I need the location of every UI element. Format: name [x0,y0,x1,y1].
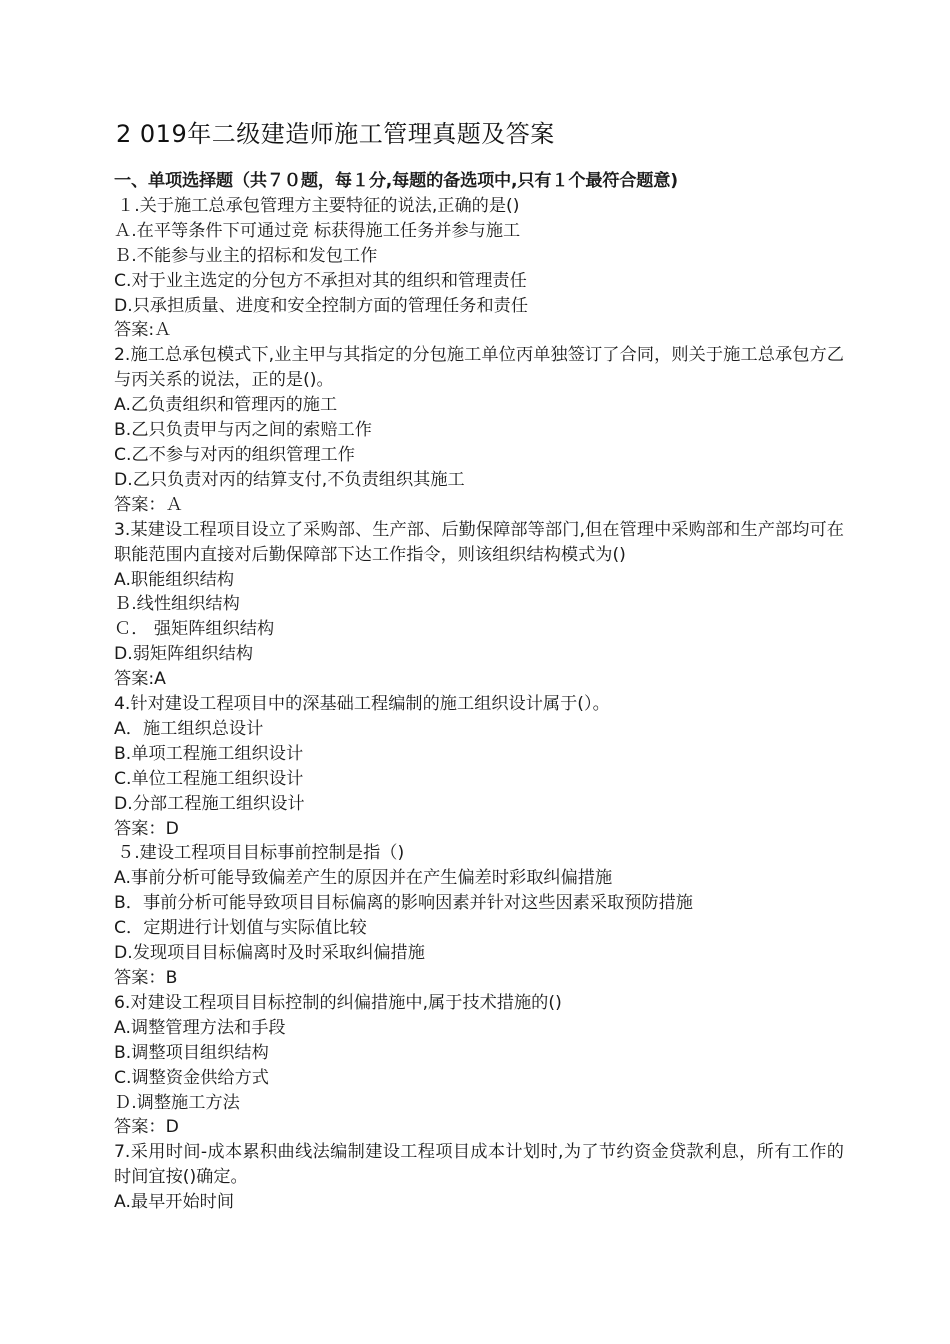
option-c: C.乙不参与对丙的组织管理工作 [114,444,355,465]
option-a: A.事前分析可能导致偏差产生的原因并在产生偏差时彩取纠偏措施 [114,868,613,889]
option-b: B.乙只负责甲与丙之间的索赔工作 [114,420,372,441]
option-d: D.弱矩阵组织结构 [114,644,254,665]
option-c: C.调整资金供给方式 [114,1067,269,1088]
section-heading: 一、单项选择题（共７０题，每１分,每题的备选项中,只有１个最符合题意) [114,171,678,191]
question-1 [114,194,844,343]
option-a: A.调整管理方法和手段 [114,1017,286,1038]
answer: 答案:Ａ [114,320,172,341]
question-3 [114,518,844,692]
option-d: Ｄ.调整施工方法 [114,1092,240,1113]
question-stem: １.关于施工总承包管理方主要特征的说法,正确的是() [117,195,520,216]
document-title: 2 019年二级建造师施工管理真题及答案 [116,120,555,148]
option-d: D.只承担质量、进度和安全控制方面的管理任务和责任 [114,295,529,316]
question-stem: 7.采用时间-成本累积曲线法编制建设工程项目成本计划时,为了节约资金贷款利息，所有工作的时间宜按()确定。 [114,1142,844,1188]
option-b: Ｂ.线性组织结构 [114,594,240,615]
question-7 [114,1140,844,1215]
option-b: B.单项工程施工组织设计 [114,743,304,764]
option-d: D.乙只负责对丙的结算支付,不负责组织其施工 [114,469,465,490]
question-stem: 4.针对建设工程项目中的深基础工程编制的施工组织设计属于(）。 [114,694,610,715]
question-4 [114,692,844,841]
question-6 [114,991,844,1140]
answer: 答案：B [114,968,178,988]
answer: 答案：Ａ [114,494,183,515]
question-stem: ５.建设工程项目目标事前控制是指（) [117,843,405,864]
option-c: C.对于业主选定的分包方不承担对其的组织和管理责任 [114,270,527,291]
question-stem: 6.对建设工程项目目标控制的纠偏措施中,属于技术措施的() [114,992,562,1013]
answer: 答案：D [114,1117,179,1138]
question-stem: 3.某建设工程项目设立了采购部、生产部、后勤保障部等部门,但在管理中采购部和生产部均可在职能范围内直接对后勤保障部下达工作指令，则该组织结构模式为() [114,519,844,565]
answer: 答案:A [114,669,166,690]
option-a: A.最早开始时间 [114,1192,235,1213]
option-c: C．定期进行计划值与实际值比较 [114,918,367,939]
option-a: A．施工组织总设计 [114,718,264,739]
option-b: Ｂ.不能参与业主的招标和发包工作 [114,245,378,266]
question-2 [114,343,844,517]
question-stem: 2.施工总承包模式下,业主甲与其指定的分包施工单位丙单独签订了合同，则关于施工总承包方乙与丙关系的说法，正的是()。 [114,345,844,391]
option-a: A.乙负责组织和管理丙的施工 [114,395,338,416]
option-d: D.发现项目目标偏离时及时采取纠偏措施 [114,943,425,964]
option-d: D.分部工程施工组织设计 [114,793,305,814]
option-a: A.职能组织结构 [114,569,235,590]
option-a: Ａ.在平等条件下可通过竞 标获得施工任务并参与施工 [114,220,521,241]
option-c: Ｃ． 强矩阵组织结构 [114,619,275,640]
question-5 [114,841,844,990]
option-c: C.单位工程施工组织设计 [114,768,304,789]
option-b: B.调整项目组织结构 [114,1042,269,1063]
document-body [114,169,844,1215]
answer: 答案：D [114,818,179,839]
option-b: B．事前分析可能导致项目目标偏离的影响因素并针对这些因素采取预防措施 [114,893,693,914]
